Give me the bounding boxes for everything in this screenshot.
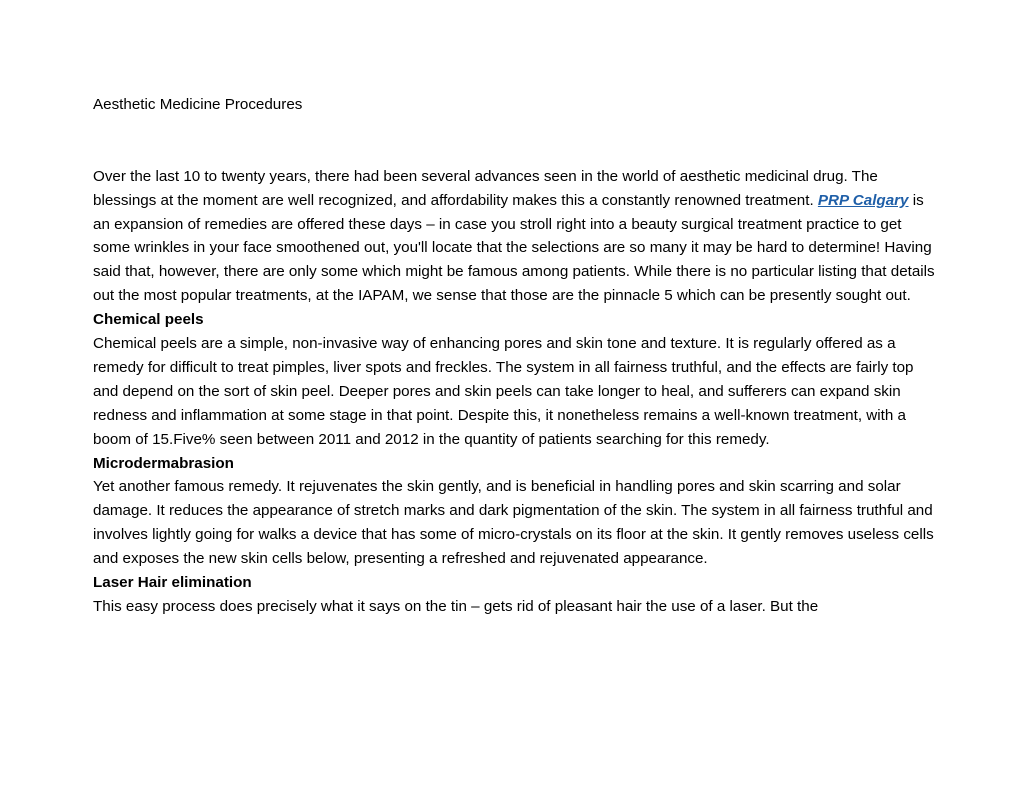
section-body-chemical-peels: Chemical peels are a simple, non-invasive way of enhancing pores and skin tone and texture. It is regularly offered as a remedy for difficult to treat pimples, liver spots and freckles. The system in all fairness truthful, and the effects are fairly top and depend on the sort of skin peel. Deeper pores and skin peels can take longer to heal, and sufferers can expand skin redness and inflammation at some stage in that point. Despite this, it nonetheless remains a well-known treatment, with a boom of 15.Five% seen between 2011 and 2012 in the quantity of patients searching for this remedy. <box>93 335 914 448</box>
section-heading-chemical-peels: Chemical peels <box>93 311 204 329</box>
prp-calgary-link[interactable]: PRP Calgary <box>817 191 909 209</box>
section-body-microdermabrasion: Yet another famous remedy. It rejuvenates the skin gently, and is beneficial in handling pores and skin scarring and solar damage. It reduces the appearance of stretch marks and dark pigmentation of the skin. The system in all fairness truthful and involves lightly going for walks a device that has some of micro-crystals on its floor at the skin. It gently removes useless cells and exposes the new skin cells below, presenting a refreshed and rejuvenated appearance. <box>93 478 934 568</box>
document-title: Aesthetic Medicine Procedures <box>93 96 303 113</box>
intro-paragraph <box>93 165 935 308</box>
section-heading-laser-hair-elimination: Laser Hair elimination <box>93 574 252 592</box>
section-heading-microdermabrasion: Microdermabrasion <box>93 454 234 472</box>
section-body-laser-hair-elimination: This easy process does precisely what it says on the tin – gets rid of pleasant hair the use of a laser. But the <box>93 598 819 615</box>
intro-text-part2: is an expansion of remedies are offered these days – in case you stroll right into a beauty surgical treatment practice to get some wrinkles in your face smoothened out, you'll locate that the selections are so many it may be hard to determine! Having said that, however, there are only some which might be famous among patients. While there is no particular listing that details out the most popular treatments, at the IAPAM, we sense that those are the pinnacle 5 which can be presently sought out. <box>93 191 935 305</box>
blank-spacer <box>93 117 935 165</box>
intro-text-part1: Over the last 10 to twenty years, there had been several advances seen in the world of aesthetic medicinal drug. The blessings at the moment are well recognized, and affordability makes this a constantly renowned treatment. <box>93 167 878 209</box>
document-page <box>93 93 935 619</box>
